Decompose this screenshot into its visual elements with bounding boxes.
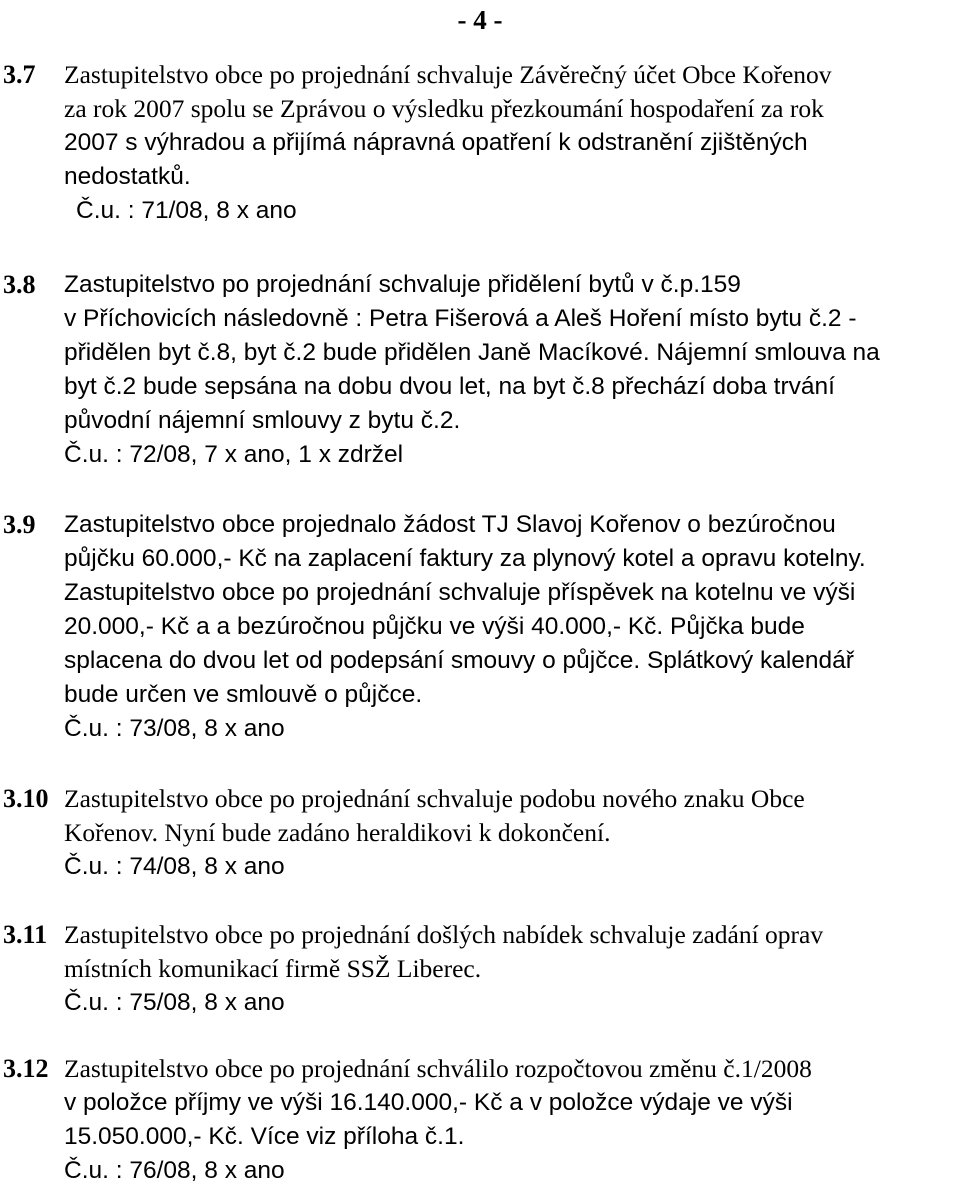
text-line: 20.000,- Kč a a bezúročnou půjčku ve výši 40.000,- Kč. Půjčka bude xyxy=(64,613,805,640)
text-line: byt č.2 bude sepsána na dobu dvou let, na byt č.8 přechází doba trvání xyxy=(64,373,835,400)
page-number: - 4 - xyxy=(457,5,503,35)
text-line: Kořenov. Nyní bude zadáno heraldikovi k dokončení. xyxy=(64,818,611,847)
text-line: v položce příjmy ve výši 16.140.000,- Kč a v položce výdaje ve výši xyxy=(64,1089,793,1116)
resolution-text xyxy=(64,1052,949,1188)
resolution-text xyxy=(64,782,949,884)
text-line: za rok 2007 spolu se Zprávou o výsledku přezkoumání hospodaření za rok xyxy=(64,94,824,123)
text-line: místních komunikací firmě SSŽ Liberec. xyxy=(64,954,482,983)
text-line: Zastupitelstvo po projednání schvaluje přidělení bytů v č.p.159 xyxy=(64,271,741,298)
vote-result: Č.u. : 72/08, 7 x ano, 1 x zdržel xyxy=(64,441,404,468)
text-line: půjčku 60.000,- Kč na zaplacení faktury za plynový kotel a opravu kotelny. xyxy=(64,545,866,572)
vote-result: Č.u. : 71/08, 8 x ano xyxy=(76,197,297,224)
vote-result: Č.u. : 73/08, 8 x ano xyxy=(64,715,285,742)
text-line: Zastupitelstvo obce po projednání schvaluje Závěrečný účet Obce Kořenov xyxy=(64,60,832,89)
text-line: 2007 s výhradou a přijímá nápravná opatření k odstranění zjištěných xyxy=(64,129,808,156)
resolution-text xyxy=(64,58,949,228)
resolution-number: 3.7 xyxy=(3,60,36,89)
resolution-number: 3.11 xyxy=(3,920,48,949)
vote-result: Č.u. : 75/08, 8 x ano xyxy=(64,989,285,1016)
resolution-number: 3.8 xyxy=(3,270,36,299)
text-line: v Příchovicích následovně : Petra Fišerová a Aleš Hoření místo bytu č.2 - xyxy=(64,305,857,332)
resolution-number: 3.9 xyxy=(3,510,36,539)
text-line: splacena do dvou let od podepsání smouvy o půjčce. Splátkový kalendář xyxy=(64,647,854,674)
text-line: bude určen ve smlouvě o půjčce. xyxy=(64,681,423,708)
resolution-text xyxy=(64,508,949,746)
text-line: původní nájemní smlouvy z bytu č.2. xyxy=(64,407,461,434)
text-line: Zastupitelstvo obce po projednání došlých nabídek schvaluje zadání oprav xyxy=(64,920,824,949)
resolution-number: 3.12 xyxy=(3,1054,49,1083)
text-line: Zastupitelstvo obce po projednání schvaluje podobu nového znaku Obce xyxy=(64,784,805,813)
text-line: nedostatků. xyxy=(64,163,191,190)
resolution-number: 3.10 xyxy=(3,784,49,813)
resolution-text xyxy=(64,918,949,1020)
vote-result: Č.u. : 76/08, 8 x ano xyxy=(64,1157,285,1184)
text-line: Zastupitelstvo obce po projednání schválilo rozpočtovou změnu č.1/2008 xyxy=(64,1054,812,1083)
text-line: Zastupitelstvo obce po projednání schvaluje příspěvek na kotelnu ve výši xyxy=(64,579,856,606)
vote-result: Č.u. : 74/08, 8 x ano xyxy=(64,853,285,880)
text-line: 15.050.000,- Kč. Více viz příloha č.1. xyxy=(64,1123,465,1150)
resolution-text xyxy=(64,268,949,472)
text-line: přidělen byt č.8, byt č.2 bude přidělen Janě Macíkové. Nájemní smlouva na xyxy=(64,339,880,366)
text-line: Zastupitelstvo obce projednalo žádost TJ Slavoj Kořenov o bezúročnou xyxy=(64,511,836,538)
